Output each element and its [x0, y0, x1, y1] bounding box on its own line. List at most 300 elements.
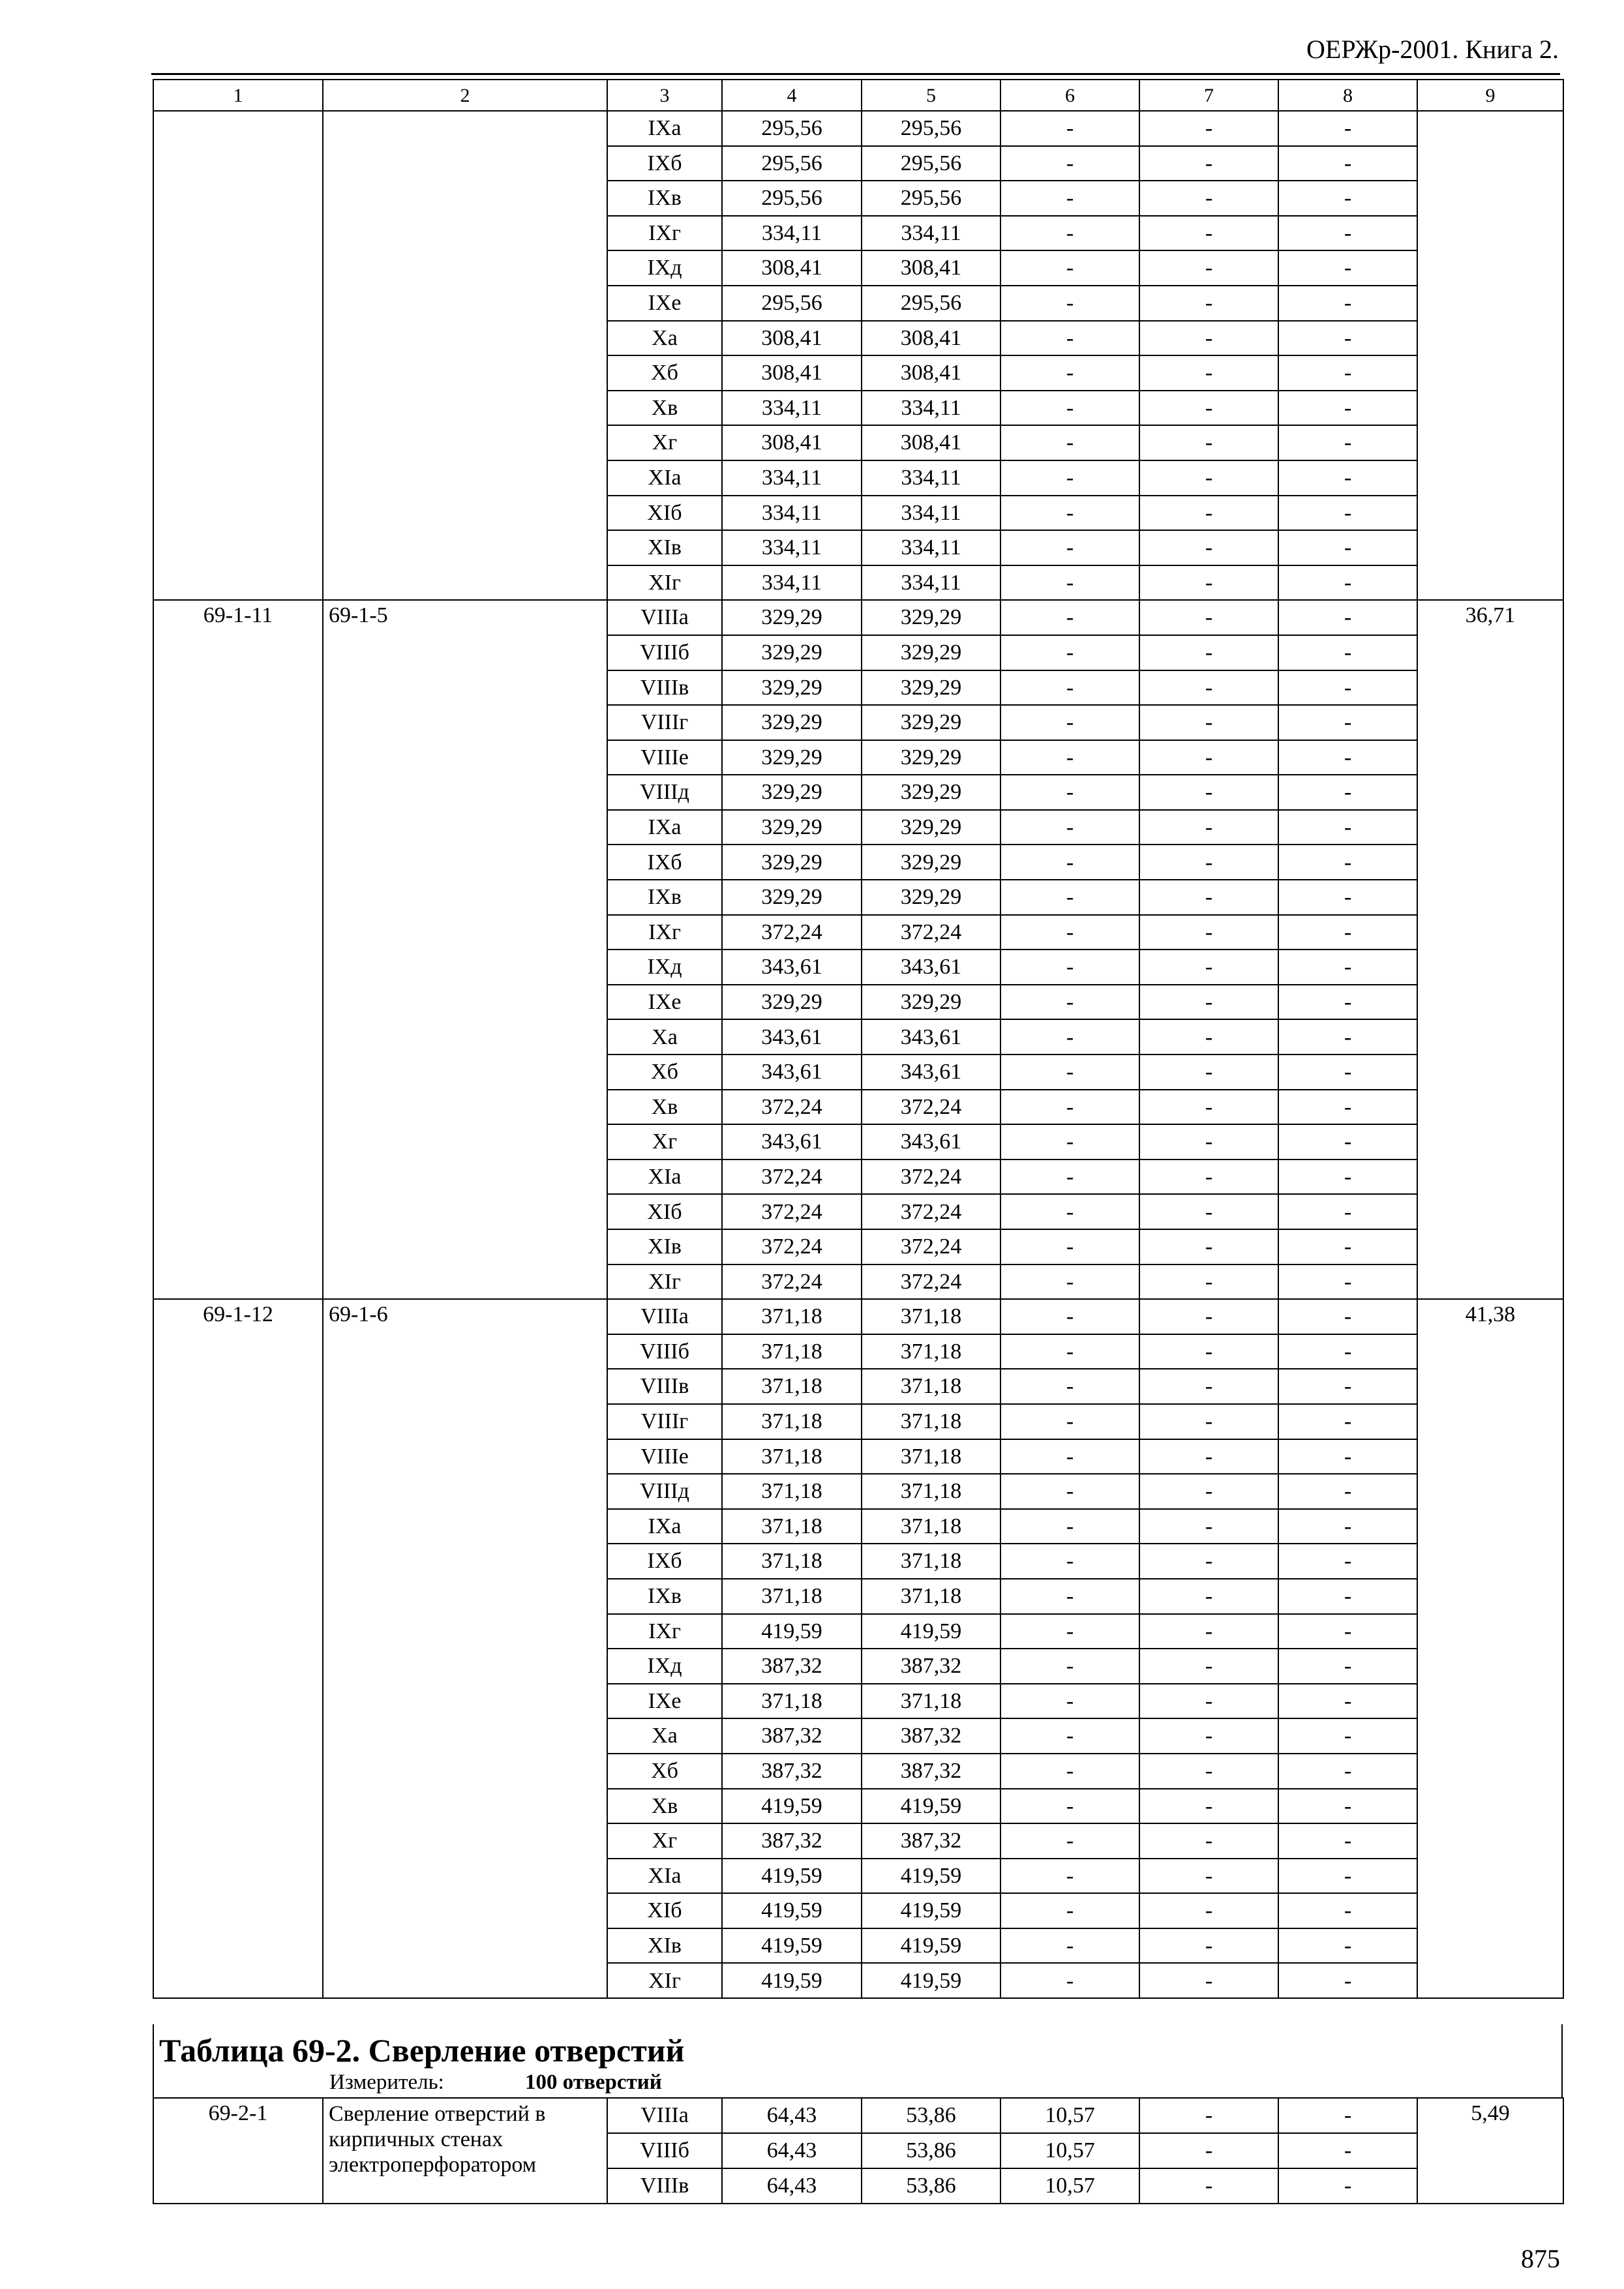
value-cell: - [1000, 1474, 1139, 1509]
value-cell: - [1000, 1019, 1139, 1055]
value-cell: - [1139, 1159, 1278, 1195]
value-cell: 371,18 [862, 1579, 1000, 1614]
value-cell: 419,59 [862, 1893, 1000, 1928]
value-cell: 308,41 [862, 355, 1000, 391]
category-cell: Xб [607, 1754, 722, 1789]
value-cell: - [1139, 1649, 1278, 1684]
category-cell: VIIIв [607, 1369, 722, 1404]
value-cell: - [1278, 1404, 1417, 1439]
value-cell: 419,59 [862, 1928, 1000, 1964]
value-cell: - [1278, 1194, 1417, 1229]
value-cell: 329,29 [862, 845, 1000, 880]
column-number-cell: 1 [153, 80, 323, 111]
value-cell: - [1278, 1090, 1417, 1125]
value-cell: - [1000, 1334, 1139, 1369]
value-cell: - [1278, 1055, 1417, 1090]
value-cell: - [1139, 1124, 1278, 1159]
value-cell: 295,56 [722, 286, 862, 321]
value-cell: 387,32 [862, 1823, 1000, 1859]
value-cell: - [1000, 775, 1139, 810]
value-cell: 387,32 [722, 1754, 862, 1789]
value-cell: 308,41 [862, 425, 1000, 460]
value-cell: 372,24 [862, 1264, 1000, 1300]
value-cell: - [1139, 1544, 1278, 1579]
category-cell: Xв [607, 1789, 722, 1824]
value-cell: - [1139, 740, 1278, 775]
value-cell: 295,56 [862, 146, 1000, 181]
document-header-title: ОЕРЖр-2001. Книга 2. [1306, 35, 1559, 64]
value-cell: - [1000, 355, 1139, 391]
value-cell: - [1000, 460, 1139, 496]
value-cell: 308,41 [722, 321, 862, 356]
value-cell: 295,56 [862, 181, 1000, 216]
value-cell: - [1278, 740, 1417, 775]
value-cell: 334,11 [862, 496, 1000, 531]
value-cell: 329,29 [862, 740, 1000, 775]
value-cell: 295,56 [862, 111, 1000, 146]
value-cell: 343,61 [862, 1124, 1000, 1159]
value-cell: 371,18 [862, 1544, 1000, 1579]
value-cell: - [1000, 1718, 1139, 1754]
work-description-cell: Сверление отверстий в кирпичных стенах электроперфоратором [323, 2098, 607, 2204]
value-cell: - [1278, 496, 1417, 531]
value-cell: - [1278, 1684, 1417, 1719]
value-cell: 387,32 [722, 1649, 862, 1684]
category-cell: IXв [607, 880, 722, 915]
value-cell: - [1278, 530, 1417, 565]
value-cell: - [1000, 1544, 1139, 1579]
value-cell: - [1278, 1124, 1417, 1159]
value-cell: 372,24 [862, 1090, 1000, 1125]
value-cell: - [1000, 1859, 1139, 1894]
value-cell: - [1139, 600, 1278, 635]
value-cell: - [1139, 391, 1278, 426]
value-cell: - [1278, 1718, 1417, 1754]
rate-code-cell: 69-1-11 [153, 600, 323, 1299]
value-cell: - [1139, 1579, 1278, 1614]
value-cell: - [1278, 1789, 1417, 1824]
category-cell: Xг [607, 1823, 722, 1859]
value-cell: - [1000, 1229, 1139, 1264]
value-cell: - [1139, 1299, 1278, 1334]
value-cell: - [1278, 1159, 1417, 1195]
value-cell: - [1139, 1404, 1278, 1439]
value-cell: 343,61 [722, 1019, 862, 1055]
category-cell: VIIIe [607, 1439, 722, 1474]
category-cell: VIIIa [607, 2098, 722, 2133]
value-cell: 371,18 [862, 1439, 1000, 1474]
value-cell: 419,59 [862, 1789, 1000, 1824]
category-cell: IXд [607, 950, 722, 985]
category-cell: IXд [607, 250, 722, 286]
value-cell: - [1278, 950, 1417, 985]
value-cell: - [1000, 425, 1139, 460]
value-cell: 419,59 [722, 1893, 862, 1928]
value-cell: 371,18 [722, 1684, 862, 1719]
value-cell: - [1278, 1963, 1417, 1998]
category-cell: VIIIг [607, 1404, 722, 1439]
value-cell: - [1139, 1090, 1278, 1125]
column-number-cell: 4 [722, 80, 862, 111]
value-cell: 334,11 [862, 530, 1000, 565]
value-cell: - [1000, 1369, 1139, 1404]
value-cell: - [1278, 181, 1417, 216]
value-cell: 343,61 [722, 1055, 862, 1090]
value-cell: 387,32 [862, 1649, 1000, 1684]
value-cell: 371,18 [862, 1509, 1000, 1544]
value-cell: 371,18 [862, 1404, 1000, 1439]
value-cell: - [1000, 985, 1139, 1020]
value-cell: - [1000, 530, 1139, 565]
value-cell: - [1278, 321, 1417, 356]
category-cell: IXa [607, 810, 722, 845]
value-cell: - [1139, 216, 1278, 251]
value-cell: - [1139, 496, 1278, 531]
column-number-cell: 5 [862, 80, 1000, 111]
value-cell: - [1000, 565, 1139, 601]
value-cell: - [1278, 1299, 1417, 1334]
value-cell: 371,18 [722, 1509, 862, 1544]
value-cell: 329,29 [722, 810, 862, 845]
value-cell: - [1278, 2168, 1417, 2204]
category-cell: IXв [607, 1579, 722, 1614]
table-row [153, 111, 1563, 146]
value-cell: 387,32 [722, 1718, 862, 1754]
value-cell: - [1000, 391, 1139, 426]
value-cell: 308,41 [862, 321, 1000, 356]
value-cell: 10,57 [1000, 2168, 1139, 2204]
column-number-cell: 2 [323, 80, 607, 111]
value-cell: 387,32 [722, 1823, 862, 1859]
value-cell: 343,61 [862, 1019, 1000, 1055]
value-cell: - [1000, 670, 1139, 706]
value-cell: 329,29 [862, 880, 1000, 915]
value-cell: - [1139, 635, 1278, 670]
value-cell: 10,57 [1000, 2133, 1139, 2168]
value-cell: - [1139, 460, 1278, 496]
category-cell: XIa [607, 1159, 722, 1195]
value-cell: - [1139, 1334, 1278, 1369]
value-cell: 308,41 [722, 250, 862, 286]
value-cell: 329,29 [862, 775, 1000, 810]
value-cell: 329,29 [862, 600, 1000, 635]
category-cell: IXд [607, 1649, 722, 1684]
table-row [153, 600, 1563, 635]
value-cell: - [1000, 1754, 1139, 1789]
value-cell: - [1139, 1684, 1278, 1719]
value-cell: 329,29 [722, 880, 862, 915]
rate-code-cell [153, 111, 323, 600]
value-cell: 53,86 [862, 2133, 1000, 2168]
value-cell: - [1278, 670, 1417, 706]
value-cell: - [1139, 2098, 1278, 2133]
category-cell: XIв [607, 1229, 722, 1264]
value-cell: - [1139, 1509, 1278, 1544]
value-cell: 329,29 [722, 635, 862, 670]
category-cell: IXв [607, 181, 722, 216]
value-cell: - [1139, 1789, 1278, 1824]
value-cell: - [1278, 705, 1417, 740]
category-cell: IXe [607, 286, 722, 321]
value-cell: 371,18 [722, 1299, 862, 1334]
value-cell: 343,61 [722, 1124, 862, 1159]
category-cell: VIIIб [607, 1334, 722, 1369]
value-cell: 334,11 [862, 216, 1000, 251]
value-cell: 372,24 [722, 915, 862, 950]
table-69-2 [153, 2097, 1564, 2204]
value-cell: 419,59 [722, 1789, 862, 1824]
value-cell: - [1000, 1649, 1139, 1684]
value-cell: - [1278, 1229, 1417, 1264]
value-cell: - [1278, 250, 1417, 286]
value-cell: 295,56 [862, 286, 1000, 321]
category-cell: Xг [607, 1124, 722, 1159]
value-cell: - [1000, 1404, 1139, 1439]
category-cell: Xг [607, 425, 722, 460]
column-number-cell: 3 [607, 80, 722, 111]
value-cell: - [1278, 2133, 1417, 2168]
value-cell: - [1278, 915, 1417, 950]
value-cell: - [1139, 286, 1278, 321]
value-cell: - [1000, 1579, 1139, 1614]
category-cell: IXг [607, 216, 722, 251]
value-cell: - [1000, 181, 1139, 216]
value-cell: 64,43 [722, 2168, 862, 2204]
value-cell: - [1278, 111, 1417, 146]
category-cell: IXa [607, 111, 722, 146]
value-cell: 419,59 [862, 1859, 1000, 1894]
value-cell: - [1139, 1055, 1278, 1090]
category-cell: Xб [607, 355, 722, 391]
value-cell: - [1139, 1928, 1278, 1964]
category-cell: VIIIд [607, 775, 722, 810]
value-cell: 372,24 [722, 1264, 862, 1300]
value-cell: 308,41 [722, 425, 862, 460]
category-cell: XIг [607, 1264, 722, 1300]
value-cell: 371,18 [722, 1369, 862, 1404]
value-cell: - [1139, 321, 1278, 356]
value-cell: - [1000, 216, 1139, 251]
value-cell: - [1278, 1509, 1417, 1544]
value-cell: - [1139, 1439, 1278, 1474]
value-cell: - [1139, 1474, 1278, 1509]
value-cell: - [1000, 1823, 1139, 1859]
value-cell: - [1139, 111, 1278, 146]
value-cell: - [1278, 1893, 1417, 1928]
value-cell: - [1000, 600, 1139, 635]
category-cell: IXг [607, 1614, 722, 1649]
value-cell: - [1139, 1754, 1278, 1789]
value-cell: 329,29 [722, 705, 862, 740]
column-number-cell: 7 [1139, 80, 1278, 111]
category-cell: VIIIa [607, 1299, 722, 1334]
value-cell: 371,18 [722, 1474, 862, 1509]
value-cell: 371,18 [862, 1299, 1000, 1334]
value-cell: - [1139, 355, 1278, 391]
value-cell: 53,86 [862, 2098, 1000, 2133]
value-cell: - [1278, 1754, 1417, 1789]
value-cell: - [1278, 1334, 1417, 1369]
category-cell: Xб [607, 1055, 722, 1090]
value-cell: - [1000, 1439, 1139, 1474]
category-cell: VIIIг [607, 705, 722, 740]
value-cell: 371,18 [722, 1439, 862, 1474]
value-cell: 372,24 [862, 915, 1000, 950]
value-cell: - [1000, 1194, 1139, 1229]
value-cell: - [1000, 496, 1139, 531]
category-cell: XIa [607, 460, 722, 496]
value-cell: - [1000, 321, 1139, 356]
value-cell: 334,11 [722, 496, 862, 531]
value-cell: - [1000, 1055, 1139, 1090]
value-cell: - [1278, 286, 1417, 321]
value-cell: - [1278, 391, 1417, 426]
category-cell: IXб [607, 845, 722, 880]
value-cell: - [1278, 1928, 1417, 1964]
value-cell: 371,18 [862, 1684, 1000, 1719]
value-cell: 334,11 [862, 391, 1000, 426]
category-cell: XIг [607, 565, 722, 601]
value-cell: - [1278, 635, 1417, 670]
value-cell: 419,59 [722, 1614, 862, 1649]
value-cell: - [1278, 1823, 1417, 1859]
value-cell: - [1139, 1229, 1278, 1264]
value-cell: - [1000, 286, 1139, 321]
value-cell: - [1278, 775, 1417, 810]
category-cell: VIIIб [607, 2133, 722, 2168]
value-cell: 334,11 [722, 216, 862, 251]
category-cell: IXe [607, 1684, 722, 1719]
value-cell: - [1139, 181, 1278, 216]
measure-label: Измеритель: [329, 2071, 444, 2094]
value-cell: - [1000, 1509, 1139, 1544]
category-cell: VIIIe [607, 740, 722, 775]
value-cell: - [1278, 1614, 1417, 1649]
value-cell: - [1000, 950, 1139, 985]
category-cell: VIIIa [607, 600, 722, 635]
value-cell: - [1278, 1544, 1417, 1579]
value-cell: - [1278, 425, 1417, 460]
value-cell: - [1139, 810, 1278, 845]
value-cell: - [1000, 1928, 1139, 1964]
table-row [153, 2098, 1563, 2133]
value-cell: 371,18 [722, 1544, 862, 1579]
rate-reference-cell: 69-1-6 [323, 1299, 607, 1998]
value-cell: - [1278, 460, 1417, 496]
value-cell: - [1139, 705, 1278, 740]
value-cell: - [1000, 1684, 1139, 1719]
category-cell: IXб [607, 146, 722, 181]
value-cell: 308,41 [862, 250, 1000, 286]
value-cell: - [1139, 250, 1278, 286]
value-cell: - [1139, 775, 1278, 810]
value-cell: 329,29 [862, 810, 1000, 845]
rate-reference-cell: 69-1-5 [323, 600, 607, 1299]
value-cell: - [1139, 1963, 1278, 1998]
value-cell: - [1139, 2133, 1278, 2168]
category-cell: VIIIв [607, 670, 722, 706]
value-cell: 372,24 [862, 1194, 1000, 1229]
category-cell: Xa [607, 1019, 722, 1055]
value-cell: 371,18 [862, 1474, 1000, 1509]
value-cell: - [1278, 146, 1417, 181]
value-cell: 329,29 [722, 985, 862, 1020]
value-cell: - [1000, 1789, 1139, 1824]
value-cell: 372,24 [722, 1194, 862, 1229]
value-cell: - [1278, 985, 1417, 1020]
value-cell: 419,59 [722, 1963, 862, 1998]
value-cell: - [1000, 1614, 1139, 1649]
value-cell: 334,11 [862, 565, 1000, 601]
value-cell: - [1278, 845, 1417, 880]
value-cell: - [1000, 1124, 1139, 1159]
value-cell: 343,61 [862, 950, 1000, 985]
value-cell: - [1000, 845, 1139, 880]
value-cell: - [1139, 1369, 1278, 1404]
category-cell: XIб [607, 1194, 722, 1229]
value-cell: - [1139, 1823, 1278, 1859]
value-cell: 10,57 [1000, 2098, 1139, 2133]
value-cell: - [1278, 1579, 1417, 1614]
value-cell: - [1139, 1264, 1278, 1300]
category-cell: IXa [607, 1509, 722, 1544]
value-cell: - [1000, 250, 1139, 286]
column-number-cell: 9 [1417, 80, 1563, 111]
value-cell: 371,18 [722, 1579, 862, 1614]
value-cell: 334,11 [722, 565, 862, 601]
value-cell: 371,18 [722, 1404, 862, 1439]
category-cell: VIIIд [607, 1474, 722, 1509]
value-cell: - [1278, 810, 1417, 845]
value-cell: - [1000, 146, 1139, 181]
category-cell: XIв [607, 1928, 722, 1964]
value-cell: - [1278, 880, 1417, 915]
value-cell: - [1278, 600, 1417, 635]
value-cell: 329,29 [722, 845, 862, 880]
category-cell: XIб [607, 1893, 722, 1928]
value-cell: - [1278, 1859, 1417, 1894]
value-cell: - [1000, 915, 1139, 950]
col9-value-cell: 41,38 [1417, 1299, 1563, 1998]
value-cell: - [1000, 111, 1139, 146]
value-cell: 329,29 [722, 670, 862, 706]
category-cell: XIв [607, 530, 722, 565]
value-cell: 295,56 [722, 181, 862, 216]
value-cell: - [1139, 915, 1278, 950]
category-cell: XIг [607, 1963, 722, 1998]
value-cell: - [1000, 1963, 1139, 1998]
value-cell: 419,59 [722, 1859, 862, 1894]
category-cell: Xa [607, 1718, 722, 1754]
value-cell: 334,11 [722, 460, 862, 496]
rate-code-cell: 69-2-1 [153, 2098, 323, 2204]
category-cell: IXб [607, 1544, 722, 1579]
value-cell: 295,56 [722, 111, 862, 146]
value-cell: 387,32 [862, 1718, 1000, 1754]
value-cell: 53,86 [862, 2168, 1000, 2204]
value-cell: - [1139, 530, 1278, 565]
col9-value-cell [1417, 111, 1563, 600]
value-cell: - [1000, 740, 1139, 775]
value-cell: - [1278, 1369, 1417, 1404]
value-cell: - [1139, 985, 1278, 1020]
column-number-cell: 8 [1278, 80, 1417, 111]
value-cell: - [1139, 670, 1278, 706]
value-cell: - [1139, 2168, 1278, 2204]
table-69-2-title: Таблица 69-2. Сверление отверстий [159, 2032, 685, 2069]
value-cell: - [1000, 810, 1139, 845]
value-cell: 329,29 [722, 775, 862, 810]
